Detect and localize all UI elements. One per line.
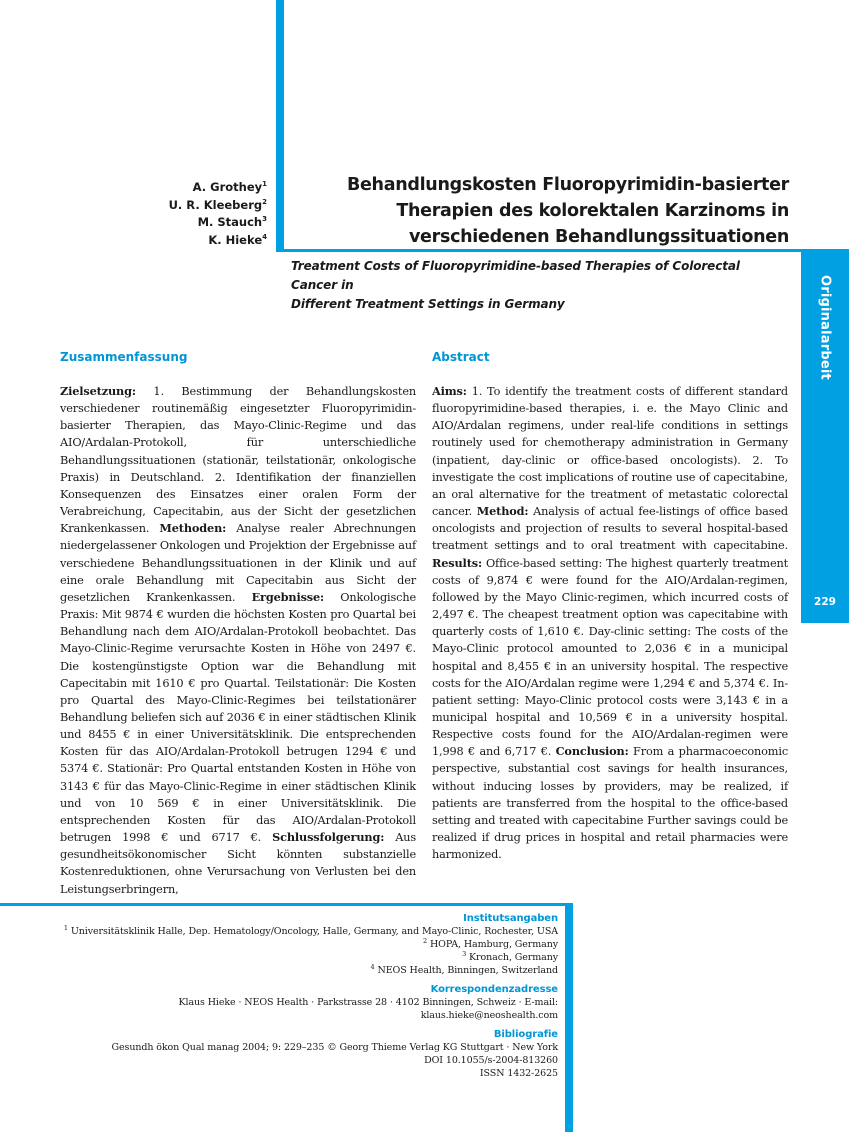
- institution-line: $^4$ NEOS Health, Binningen, Switzerland: [370, 962, 558, 976]
- author: A. Grothey$^1$: [192, 180, 267, 194]
- article-type-label: Originalarbeit: [817, 275, 833, 380]
- author: M. Stauch$^3$: [197, 215, 267, 229]
- zusammenfassung-heading: Zusammenfassung: [60, 350, 188, 364]
- title-german: Behandlungskosten Fluoropyrimidin-basierter Therapien des kolorektalen Karzinoms in verschiedenen Behandlungssituationen: [346, 175, 789, 247]
- footer-accent-bar-horizontal: [0, 903, 573, 906]
- correspondence-address: Klaus Hieke · NEOS Health · Parkstrasse 28 · 4102 Binningen, Schweiz · E-mail: klaus.hieke@neoshealth.com: [178, 997, 558, 1021]
- correspondence-heading: Korrespondenzadresse: [430, 984, 558, 995]
- article-footer: [40, 912, 558, 1080]
- bibliography-line: ISSN 1432-2625: [479, 1068, 558, 1079]
- abstract-heading: Abstract: [432, 350, 490, 364]
- author: K. Hieke$^4$: [208, 232, 267, 247]
- abstract-text: Aims: 1. To identify the treatment costs of different standard fluoropyrimidine-based therapies, i. e. the Mayo Clinic and AIO/Ardalan regimens, under real-life conditions in settings routinely used for chemotherapy administration in Germany (inpatient, day-clinic or office-based oncologists). 2. To investigate the cost implications of routine use of capecitabine, an oral alternative for the treatment of metastatic colorectal cancer. Method: Analysis of actual fee-listings of office based oncologists and projection of results to several hospital-based treatment settings and to oral treatment with capecitabine. Results: Office-based setting: The highest quarterly treatment costs of 9,874 € were found for the AIO/Ardalan-regimen, followed by the Mayo Clinic-regimen, which incurred costs of 2,497 €. The cheapest treatment option was capecitabine with quarterly costs of 1,610 €. Day-clinic setting: The costs of the Mayo-Clinic protocol amounted to 2,036 € in a municipal hospital and 8,455 € in an university hospital. The respective costs for the AIO/Ardalan regime were 1,294 € and 5,374 €. In-patient setting: Mayo-Clinic protocol costs were 3,143 € in a municipal hospital and 10,569 € in a university hospital. Respective costs found for the AIO/Ardalan-regimen were 1,998 € and 6,717 €. Conclusion: From a pharmacoeconomic perspective, substantial cost savings for health insurances, without inducing losses by providers, may be realized, if patients are transferred from the hospital to the office-based setting and treated with capecitabine Further savings could be realized if drug prices in hospital and retail pharmacies were harmonized.: [432, 384, 788, 862]
- footer-accent-bar-vertical: [565, 903, 573, 1132]
- author: U. R. Kleeberg$^2$: [168, 197, 267, 212]
- institution-line: $^3$ Kronach, Germany: [462, 949, 558, 963]
- bibliography-heading: Bibliografie: [493, 1029, 558, 1040]
- header-accent-bar-vertical: [276, 0, 284, 251]
- institution-line: $^1$ Universitätsklinik Halle, Dep. Hematology/Oncology, Halle, Germany, and Mayo-Clinic, Rochester, USA: [63, 923, 558, 937]
- bibliography-line: Gesundh ökon Qual manag 2004; 9: 229–235 © Georg Thieme Verlag KG Stuttgart · New York: [111, 1042, 558, 1053]
- institution-line: $^2$ HOPA, Hamburg, Germany: [423, 936, 558, 950]
- institutions-heading: Institutsangaben: [463, 913, 558, 924]
- title-english: Treatment Costs of Fluoropyrimidine-based Therapies of Colorectal Cancer in Different Treatment Settings in Germany: [291, 259, 740, 311]
- bibliography-line: DOI 10.1055/s-2004-813260: [424, 1055, 558, 1066]
- page-number: 229: [814, 596, 836, 608]
- zusammenfassung-text: Zielsetzung: 1. Bestimmung der Behandlungskosten verschiedener routinemäßig eingesetzter Fluoropyrimidin-basierter Therapien, das Mayo-Clinic-Regime und das AIO/Ardalan-Protokoll, für unterschiedliche Behandlungssituationen (stationär, teilstationär, onkologische Praxis) in Deutschland. 2. Identifikation der finanziellen Konsequenzen des Einsatzes einer oralen Form der Verabreichung, Capecitabin, aus der Sicht der gesetzlichen Krankenkassen. Methoden: Analyse realer Abrechnungen niedergelassener Onkologen und Projektion der Ergebnisse auf verschiedene Behandlungssituationen in der Klinik und auf eine orale Behandlung mit Capecitabin aus Sicht der gesetzlichen Krankenkassen. Ergebnisse: Onkologische Praxis: Mit 9874 € wurden die höchsten Kosten pro Quartal bei Behandlung nach dem AIO/Ardalan-Protokoll beobachtet. Das Mayo-Clinic-Regime verursachte Kosten in Höhe von 2497 €. Die kostengünstigste Option war die Behandlung mit Capecitabin mit 1610 € pro Quartal. Teilstationär: Die Kosten pro Quartal des Mayo-Clinic-Regimes bei teilstationärer Behandlung beliefen sich auf 2036 € in einer städtischen Klinik und 8455 € in einer Universitätsklinik. Die entsprechenden Kosten für das AIO/Ardalan-Protokoll betrugen 1294 € und 5374 €. Stationär: Pro Quartal entstanden Kosten in Höhe von 3143 € für das Mayo-Clinic-Regime in einer städtischen Klinik und von 10 569 € in einer Universitätsklinik. Die entsprechenden Kosten für das AIO/Ardalan-Protokoll betrugen 1998 € und 6717 €. Schlussfolgerung: Aus gesundheitsökonomischer Sicht könnten substanzielle Kostenreduktionen, ohne Verursachung von Verlusten bei den Leistungserbringern,: [60, 384, 416, 896]
- author-list: [120, 179, 267, 249]
